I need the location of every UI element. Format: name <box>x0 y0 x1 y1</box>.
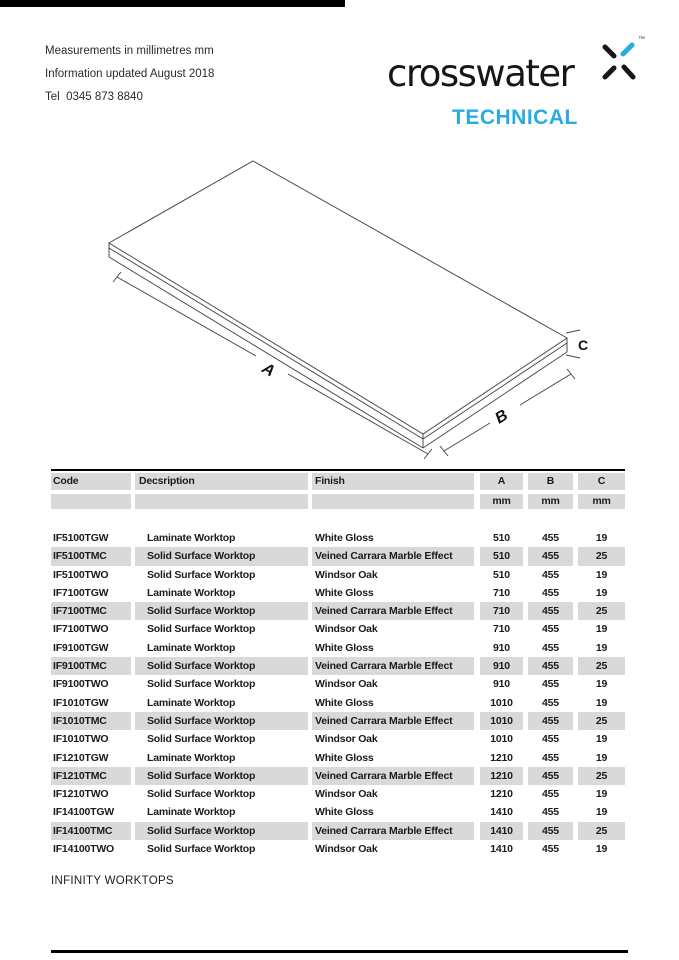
cell-b: 455 <box>528 822 573 840</box>
col-header-b: B <box>528 473 573 490</box>
cell-finish: Windsor Oak <box>315 788 378 801</box>
cell-description: Laminate Worktop <box>147 532 236 544</box>
cell-b: 455 <box>542 788 559 801</box>
table-row <box>51 822 625 840</box>
cell-c: 19 <box>595 733 608 746</box>
cell-finish: Windsor Oak <box>315 678 378 691</box>
cell-description: Solid Surface Worktop <box>135 767 308 785</box>
table-row <box>51 675 625 693</box>
cell-c: 25 <box>578 602 625 620</box>
cell-description: Solid Surface Worktop <box>147 788 256 801</box>
dim-label-c: C <box>578 337 589 353</box>
cell-b: 455 <box>542 751 559 764</box>
cell-description: Laminate Worktop <box>147 586 236 599</box>
worktop-table <box>51 469 625 858</box>
cell-finish: Windsor Oak <box>315 623 378 636</box>
table-row <box>51 749 625 767</box>
cell-a: 910 <box>493 641 510 654</box>
cell-finish: Veined Carrara Marble Effect <box>312 712 474 730</box>
cell-a: 1410 <box>480 822 523 840</box>
units-code <box>51 494 131 509</box>
cell-a: 710 <box>493 586 510 599</box>
cell-a: 510 <box>480 547 523 565</box>
cell-code: IF5100TGW <box>53 532 109 544</box>
cell-b: 455 <box>542 641 559 654</box>
cell-description: Solid Surface Worktop <box>147 678 256 691</box>
cell-c: 25 <box>578 712 625 730</box>
table-row <box>51 584 625 602</box>
cell-c: 19 <box>595 586 608 599</box>
cell-finish: Veined Carrara Marble Effect <box>312 602 474 620</box>
cell-code: IF9100TWO <box>53 678 109 691</box>
updated-note: Information updated August 2018 <box>45 68 215 80</box>
cell-b: 455 <box>528 657 573 675</box>
cell-b: 455 <box>528 602 573 620</box>
cell-finish: White Gloss <box>315 532 374 544</box>
cell-finish: Veined Carrara Marble Effect <box>312 767 474 785</box>
cell-b: 455 <box>542 733 559 746</box>
table-row <box>51 730 625 748</box>
crosswater-logo: crosswater <box>387 52 574 95</box>
cell-description: Solid Surface Worktop <box>135 712 308 730</box>
cell-b: 455 <box>542 623 559 636</box>
cell-c: 19 <box>595 806 608 819</box>
cell-b: 455 <box>528 767 573 785</box>
cell-code: IF1210TMC <box>51 767 131 785</box>
units-a: mm <box>480 494 523 509</box>
cell-a: 710 <box>493 623 510 636</box>
cell-code: IF1210TWO <box>53 788 109 801</box>
cell-code: IF1210TGW <box>53 751 109 764</box>
cell-code: IF14100TGW <box>53 806 115 819</box>
table-units-row <box>51 494 625 509</box>
cell-b: 455 <box>542 532 559 544</box>
cell-a: 510 <box>493 568 510 581</box>
table-row <box>51 694 625 712</box>
cell-code: IF1010TGW <box>53 696 109 709</box>
bottom-rule <box>51 950 628 953</box>
cell-b: 455 <box>542 806 559 819</box>
cell-a: 1410 <box>490 806 513 819</box>
cell-c: 19 <box>595 641 608 654</box>
cell-c: 25 <box>578 822 625 840</box>
cell-code: IF9100TGW <box>53 641 109 654</box>
cell-description: Solid Surface Worktop <box>135 657 308 675</box>
cell-b: 455 <box>528 712 573 730</box>
cell-code: IF7100TWO <box>53 623 109 636</box>
table-row <box>51 803 625 821</box>
cell-description: Solid Surface Worktop <box>147 843 256 856</box>
cell-a: 1410 <box>490 843 513 856</box>
cell-code: IF14100TWO <box>53 843 115 856</box>
cell-b: 455 <box>528 547 573 565</box>
cell-a: 910 <box>493 678 510 691</box>
table-row <box>51 529 625 547</box>
col-header-finish: Finish <box>312 473 474 490</box>
telephone-line: Tel 0345 873 8840 <box>45 91 143 103</box>
cell-code: IF5100TMC <box>51 547 131 565</box>
cell-b: 455 <box>542 678 559 691</box>
cell-c: 19 <box>595 751 608 764</box>
cell-a: 910 <box>480 657 523 675</box>
cell-a: 1210 <box>490 751 513 764</box>
cell-code: IF1010TMC <box>51 712 131 730</box>
cell-description: Laminate Worktop <box>147 696 236 709</box>
cell-c: 25 <box>578 657 625 675</box>
cell-finish: White Gloss <box>315 641 374 654</box>
cell-b: 455 <box>542 568 559 581</box>
cell-code: IF1010TWO <box>53 733 109 746</box>
crosswater-x-icon <box>597 37 643 83</box>
cell-c: 19 <box>595 696 608 709</box>
units-b: mm <box>528 494 573 509</box>
cell-b: 455 <box>542 696 559 709</box>
technical-tagline: TECHNICAL <box>452 106 578 129</box>
cell-finish: Windsor Oak <box>315 733 378 746</box>
table-row <box>51 620 625 638</box>
table-row <box>51 657 625 675</box>
cell-c: 19 <box>595 623 608 636</box>
table-row <box>51 602 625 620</box>
units-description <box>135 494 308 509</box>
cell-c: 19 <box>595 678 608 691</box>
cell-code: IF5100TWO <box>53 568 109 581</box>
measurement-note: Measurements in millimetres mm <box>45 45 214 57</box>
cell-finish: White Gloss <box>315 751 374 764</box>
cell-finish: White Gloss <box>315 586 374 599</box>
cell-code: IF7100TGW <box>53 586 109 599</box>
cell-description: Laminate Worktop <box>147 806 236 819</box>
cell-finish: Veined Carrara Marble Effect <box>312 547 474 565</box>
cell-description: Solid Surface Worktop <box>147 733 256 746</box>
cell-c: 19 <box>595 532 608 544</box>
cell-c: 19 <box>595 788 608 801</box>
units-c: mm <box>578 494 625 509</box>
cell-description: Solid Surface Worktop <box>135 547 308 565</box>
table-header-row <box>51 473 625 490</box>
cell-finish: Windsor Oak <box>315 568 378 581</box>
table-row <box>51 840 625 858</box>
dim-label-b: B <box>492 406 512 428</box>
table-row <box>51 639 625 657</box>
cell-a: 1210 <box>480 767 523 785</box>
col-header-description: Decsription <box>135 473 308 490</box>
units-finish <box>312 494 474 509</box>
cell-a: 1010 <box>490 733 513 746</box>
cell-code: IF9100TMC <box>51 657 131 675</box>
table-row <box>51 785 625 803</box>
cell-c: 25 <box>578 767 625 785</box>
cell-c: 19 <box>595 843 608 856</box>
cell-finish: Veined Carrara Marble Effect <box>312 822 474 840</box>
dim-label-a: A <box>258 359 278 381</box>
cell-finish: Windsor Oak <box>315 843 378 856</box>
cell-description: Solid Surface Worktop <box>147 623 256 636</box>
col-header-a: A <box>480 473 523 490</box>
cell-c: 25 <box>578 547 625 565</box>
cell-code: IF14100TMC <box>51 822 131 840</box>
col-header-c: C <box>578 473 625 490</box>
cell-code: IF7100TMC <box>51 602 131 620</box>
worktop-top-face <box>109 161 567 434</box>
table-body <box>51 529 625 858</box>
cell-description: Laminate Worktop <box>147 751 236 764</box>
cell-description: Solid Surface Worktop <box>135 822 308 840</box>
page-title: INFINITY WORKTOPS <box>51 875 174 887</box>
top-rule <box>0 0 345 7</box>
cell-a: 1010 <box>480 712 523 730</box>
cell-finish: Veined Carrara Marble Effect <box>312 657 474 675</box>
worktop-diagram <box>0 150 679 480</box>
trademark-symbol: ™ <box>638 36 645 43</box>
cell-a: 1210 <box>490 788 513 801</box>
cell-a: 510 <box>493 532 510 544</box>
table-top-border <box>51 469 625 471</box>
cell-description: Laminate Worktop <box>147 641 236 654</box>
table-row <box>51 566 625 584</box>
cell-a: 710 <box>480 602 523 620</box>
cell-description: Solid Surface Worktop <box>135 602 308 620</box>
cell-finish: White Gloss <box>315 696 374 709</box>
cell-b: 455 <box>542 843 559 856</box>
table-row <box>51 712 625 730</box>
cell-c: 19 <box>595 568 608 581</box>
cell-description: Solid Surface Worktop <box>147 568 256 581</box>
cell-a: 1010 <box>490 696 513 709</box>
col-header-code: Code <box>51 473 131 490</box>
cell-b: 455 <box>542 586 559 599</box>
table-row <box>51 767 625 785</box>
table-row <box>51 547 625 565</box>
cell-finish: White Gloss <box>315 806 374 819</box>
